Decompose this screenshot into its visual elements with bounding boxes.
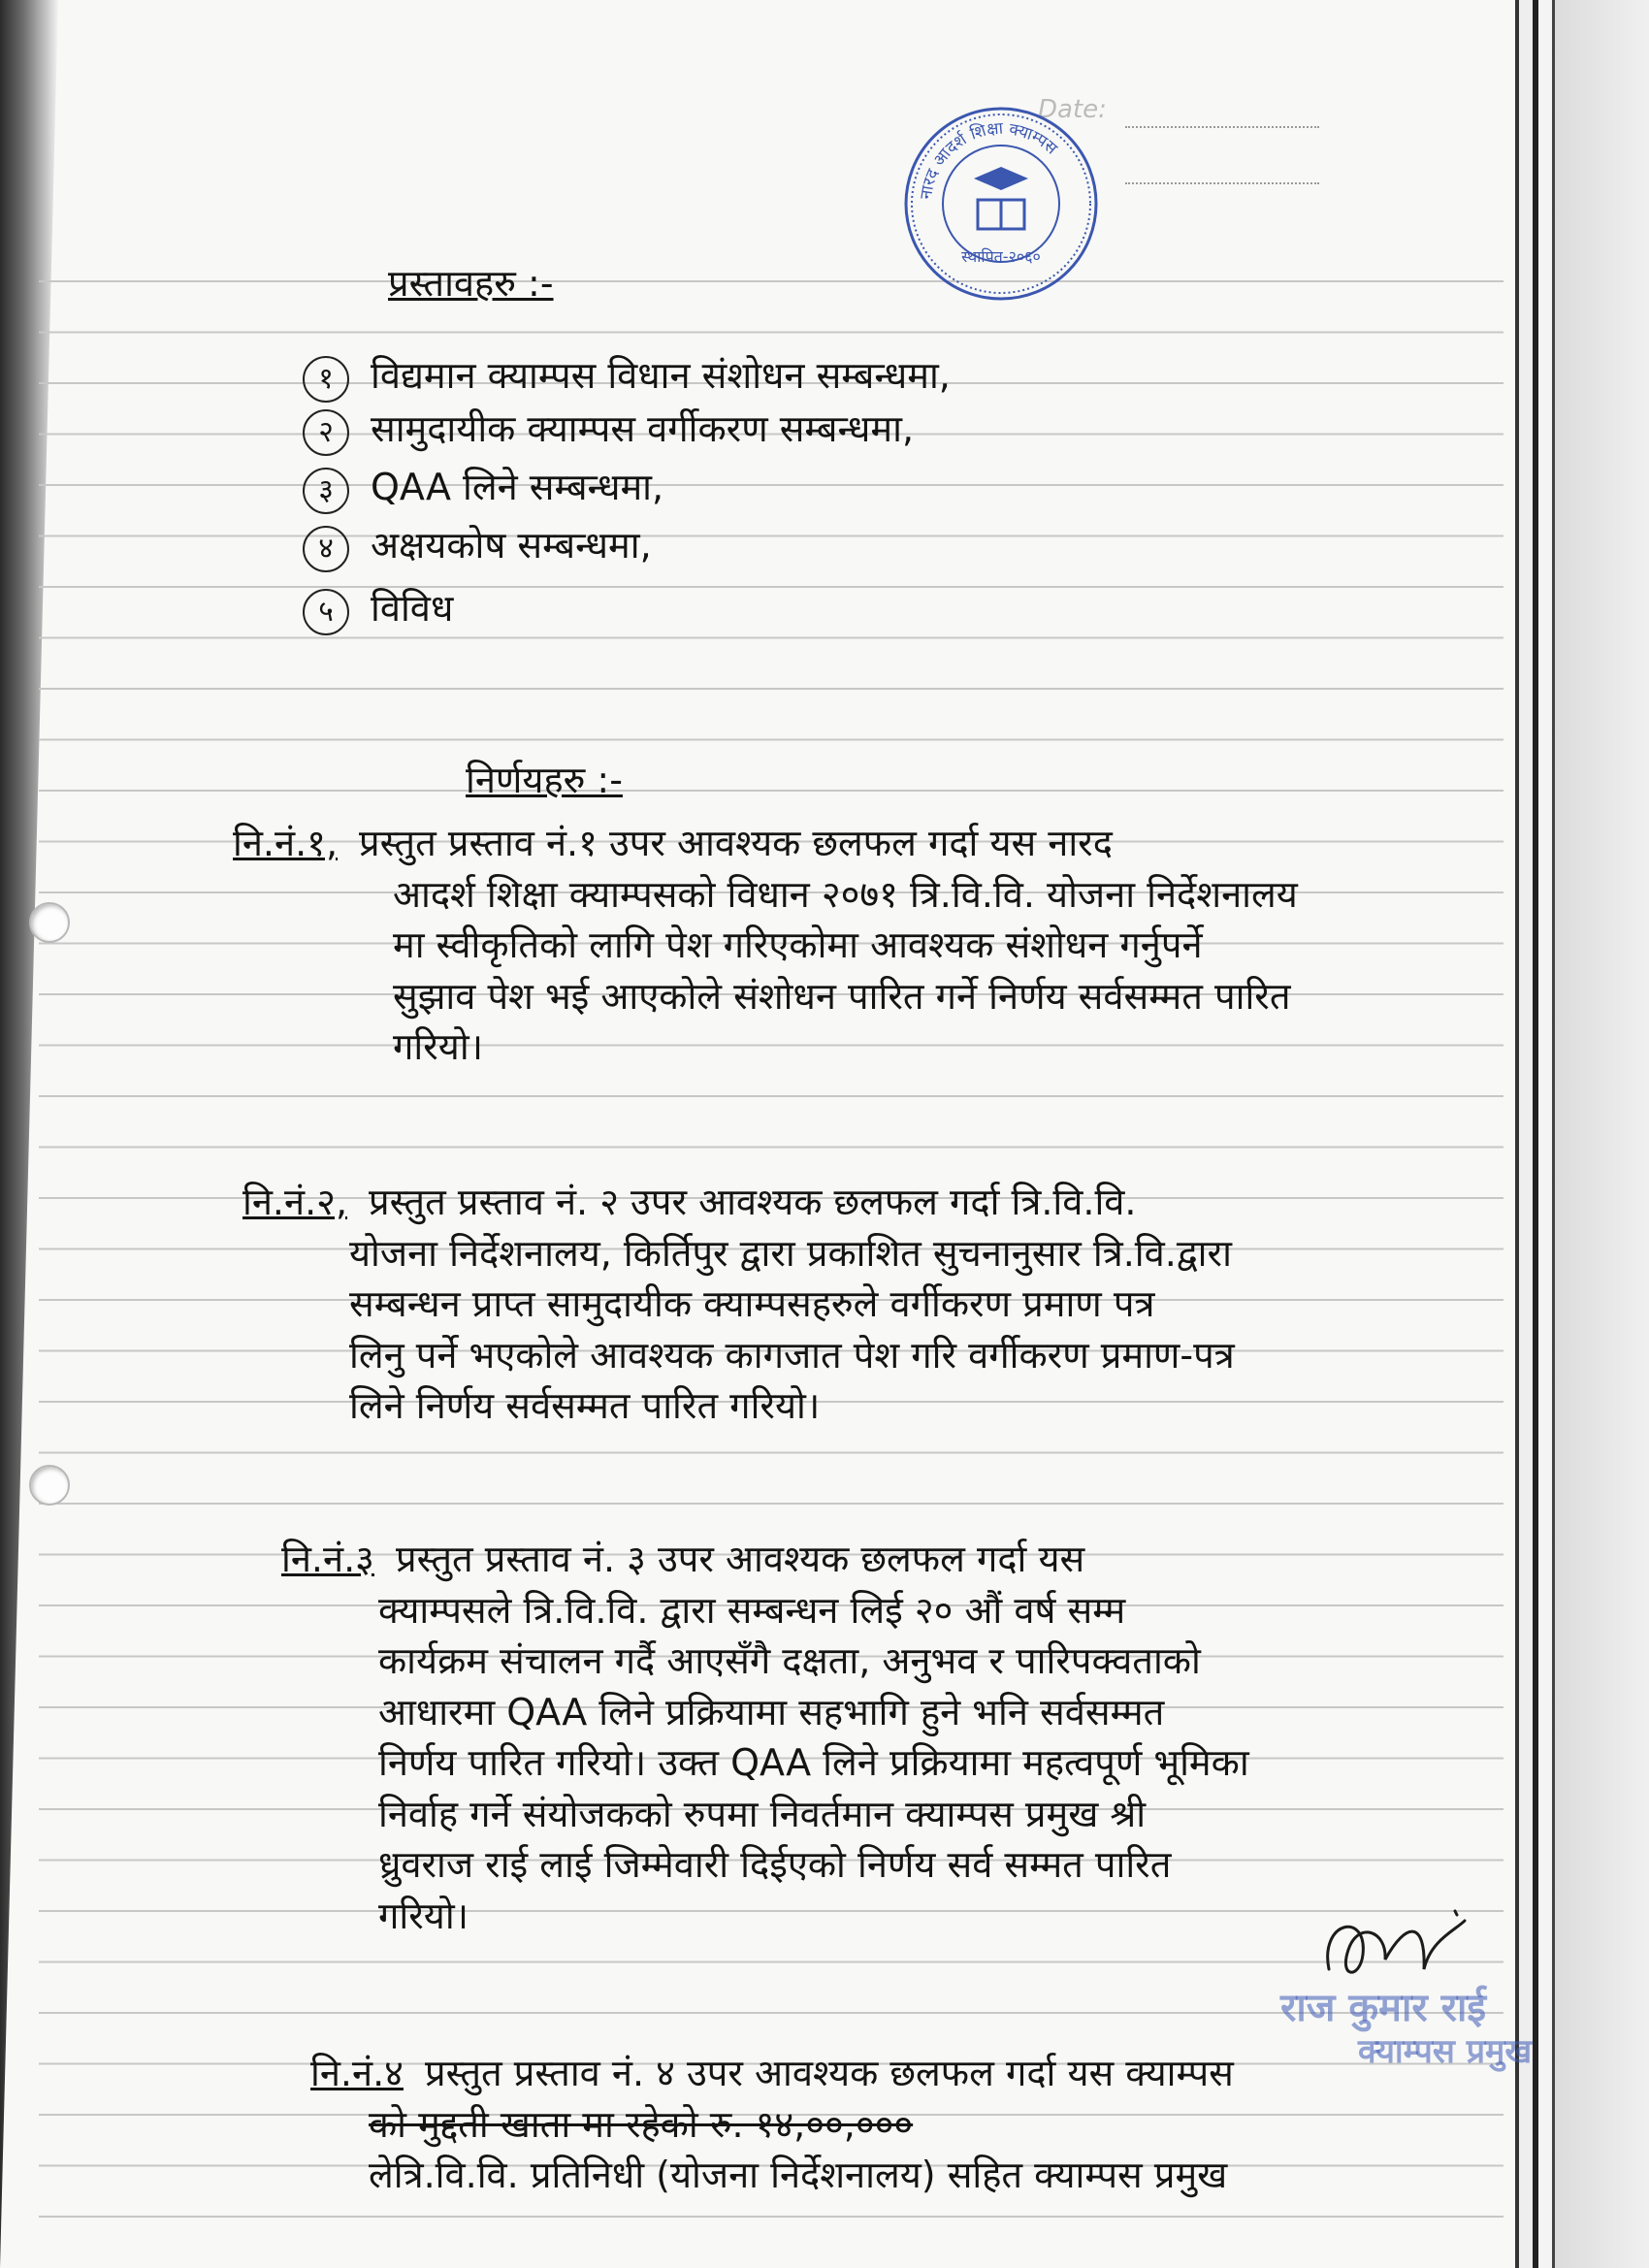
decision-text: क्याम्पसले त्रि.वि.वि. द्वारा सम्बन्धन लिई २० औं वर्ष सम्म	[378, 1588, 1126, 1632]
decision-text: सुझाव पेश भई आएकोले संशोधन पारित गर्ने निर्णय सर्वसम्मत पारित	[393, 974, 1291, 1018]
decision-text: निर्वाह गर्ने संयोजकको रुपमा निवर्तमान क्याम्पस प्रमुख श्री	[378, 1792, 1147, 1835]
decision-line	[393, 970, 1291, 1021]
proposal-number: १	[303, 356, 349, 403]
decisions-heading: निर्णयहरु :-	[466, 759, 623, 801]
decision-line	[378, 1890, 469, 1940]
decision-line	[378, 1838, 1171, 1889]
decision-text: प्रस्तुत प्रस्ताव नं. ३ उपर आवश्यक छलफल गर्दा यस	[395, 1538, 1085, 1580]
binding-margin	[1504, 0, 1649, 2268]
decision-line	[349, 1329, 1235, 1379]
seal-founded: स्थापित-२०६०	[961, 247, 1041, 266]
proposal-text: विविध	[371, 587, 454, 630]
punch-hole-icon	[29, 902, 70, 943]
decision-line	[378, 1584, 1125, 1635]
date-label: Date:	[1038, 95, 1107, 124]
campus-seal-stamp	[892, 107, 1110, 301]
decision-line	[378, 1635, 1201, 1685]
decision-text: सम्बन्धन प्राप्त सामुदायीक क्याम्पसहरुले वर्गीकरण प्रमाण पत्र	[349, 1282, 1155, 1325]
decision-line	[349, 1227, 1232, 1278]
proposal-item	[303, 407, 914, 456]
decision-text: योजना निर्देशनालय, किर्तिपुर द्वारा प्रकाशित सुचनानुसार त्रि.वि.द्वारा	[349, 1231, 1232, 1275]
decision-text: लिनु पर्ने भएकोले आवश्यक कागजात पेश गरि वर्गीकरण प्रमाण-पत्र	[349, 1333, 1235, 1377]
decision-text: निर्णय पारित गरियो। उक्त QAA लिने प्रक्रियामा महत्वपूर्ण भूमिका	[378, 1741, 1249, 1784]
decision-text: कार्यक्रम संचालन गर्दै आएसँगै दक्षता, अनुभव र पारिपक्वताको	[378, 1639, 1201, 1682]
proposal-number: ५	[303, 589, 349, 635]
decision-line	[393, 868, 1298, 919]
decision-line	[393, 919, 1203, 969]
date-line	[1125, 182, 1319, 184]
decision-line	[310, 2047, 1234, 2097]
seal-arc-text: नारद आदर्श शिक्षा क्याम्पस	[916, 118, 1061, 201]
decision-text: प्रस्तुत प्रस्ताव नं. ४ उपर आवश्यक छलफल गर्दा यस क्याम्पस	[424, 2052, 1234, 2094]
decision-line	[378, 1788, 1146, 1838]
proposal-text: सामुदायीक क्याम्पस वर्गीकरण सम्बन्धमा,	[371, 407, 915, 450]
proposals-heading: प्रस्तावहरु :-	[388, 262, 554, 305]
decision-line	[369, 2098, 913, 2149]
proposal-number: ४	[303, 526, 349, 572]
date-line	[1125, 126, 1319, 128]
decision-text: लेत्रि.वि.वि. प्रतिनिधी (योजना निर्देशनालय) सहित क्याम्पस प्रमुख	[369, 2154, 1228, 2196]
decision-text: मा स्वीकृतिको लागि पेश गरिएकोमा आवश्यक संशोधन गर्नुपर्ने	[393, 923, 1203, 966]
decision-text: आदर्श शिक्षा क्याम्पसको विधान २०७१ त्रि.वि.वि. योजना निर्देशनालय	[393, 872, 1298, 916]
decision-text: प्रस्तुत प्रस्ताव नं. २ उपर आवश्यक छलफल गर्दा त्रि.वि.वि.	[369, 1181, 1137, 1223]
proposal-item	[303, 354, 951, 403]
decision-line	[349, 1278, 1154, 1328]
decision-ref: नि.नं.३	[281, 1538, 374, 1580]
decision-line	[349, 1379, 820, 1430]
decision-ref: नि.नं.१,	[233, 822, 339, 864]
stamp-name: राज कुमार राई	[1280, 1986, 1486, 2030]
proposal-number: ३	[303, 468, 349, 514]
decision-line	[281, 1533, 1084, 1583]
decision-text: प्रस्तुत प्रस्ताव नं.१ उपर आवश्यक छलफल गर्दा यस नारद	[359, 822, 1113, 864]
decision-line	[378, 1686, 1164, 1736]
proposal-text: विद्यमान क्याम्पस विधान संशोधन सम्बन्धमा,	[371, 354, 951, 397]
proposal-number: २	[303, 409, 349, 456]
decision-line	[242, 1176, 1137, 1226]
proposal-item	[303, 587, 453, 635]
punch-hole-icon	[29, 1465, 70, 1506]
proposal-text: QAA लिने सम्बन्धमा,	[371, 466, 664, 508]
decision-ref: नि.नं.४	[310, 2052, 404, 2094]
decision-line	[369, 2149, 1227, 2199]
proposal-text: अक्षयकोष सम्बन्धमा,	[371, 524, 652, 567]
decision-line	[393, 1021, 483, 1071]
decision-text: लिने निर्णय सर्वसम्मत पारित गरियो।	[349, 1384, 821, 1427]
decision-line	[233, 817, 1113, 867]
stamp-title: क्याम्पस प्रमुख	[1358, 2032, 1533, 2071]
decision-ref: नि.नं.२,	[242, 1181, 348, 1223]
decision-text: ध्रुवराज राई लाई जिम्मेवारी दिईएको निर्णय सर्व सम्मत पारित	[378, 1843, 1172, 1886]
decision-text: गरियो।	[378, 1894, 469, 1937]
decision-line	[378, 1736, 1249, 1787]
proposal-item	[303, 466, 663, 514]
decision-text: आधारमा QAA लिने प्रक्रियामा सहभागि हुने भनि सर्वसम्मत	[378, 1690, 1165, 1733]
decision-text: को मुद्दती खाता मा रहेको रु. १४,००,०००	[369, 2102, 914, 2146]
proposal-item	[303, 524, 652, 572]
decision-text: गरियो।	[393, 1025, 484, 1068]
signature-stamp	[1261, 1901, 1533, 2076]
